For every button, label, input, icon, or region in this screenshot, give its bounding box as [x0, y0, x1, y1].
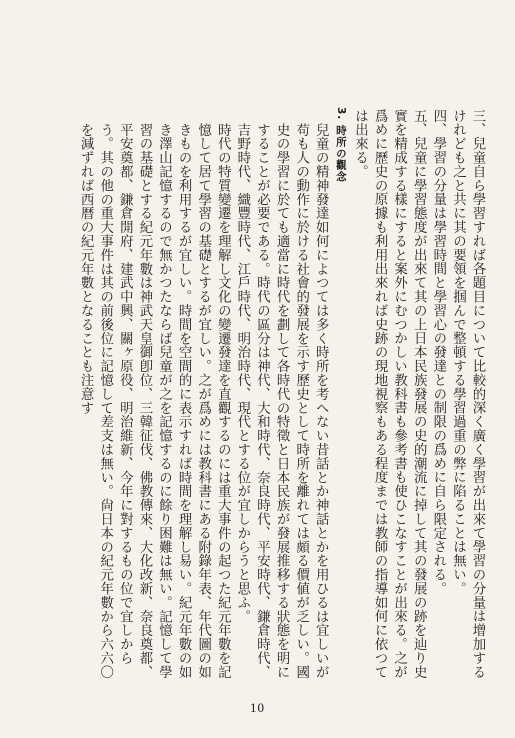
page-number: 10 [250, 700, 265, 715]
paragraph-chronology: 時代の特質變遷を理解し文化の變遷發達を直觀するのには重大事件の起つた紀元年數を記憶して居て學習の基礎とするが宜しい。之が爲めには教科書にある附錄年表、年代圖の如きものを利用するが宜しい。時間を空間的に表示すれば時間を理解し易い。紀元年數の如き澤山記憶するので無かつたならば兒童が之を記憶するのに餘り困難は無い。記憶して學習の基礎とする紀元年數は神武天皇御卽位、三韓征伐、佛教傳來、大化改新、奈良奠都、平安奠都、鎌倉開府、建武中興、關ヶ原役、明治維新、今年に對するもの位で宜しからう。其の他の重大事件は其の前後位に記憶して差支は無い。尙日本の紀元年數から六六〇を減ずれば西暦の紀元年數となることも注意す [78, 122, 231, 679]
paragraph-point-5: 五、兒童に學習態度が出來て其の上日本民族發展の史的潮流に掉して其の發展の跡を辿り史實を精成する樣にすると案外にむつかしい教科書も參考書も使ひこなすことが出來る。之が爲めに歷史の原據も利用出來れば史跡の現地視察もある程度までは教師の指導如何に依つては出來る。 [352, 109, 427, 680]
paragraph-point-3: 三、兒童自ら學習すれば各題目について比較的深く廣く學習が出來て學習の分量は增加するけれども之と共に其の要領を掴んで整頓する學習過重の弊に陷ることは無い。 [450, 109, 485, 680]
body-text [17, 96, 487, 681]
paragraph-point-4: 四、學習の分量は學習時間と學習心の發達との制限の爲めに自ら限定される。 [430, 109, 446, 596]
section-heading: 3. 時所の觀念 [334, 106, 347, 182]
paragraph-era-division: 兒童の精神發達如何によつては多く時所を考へない昔話とか神話とかを用ひるは宜しいが苟も人の動作に於ける社會的發展を示す歷史として時所を離れては頗る價値が乏しい。國史の學習に於ても適當に時代を劃して各時代の特徵と日本民族が發展推移する狀態を明にすることが必要である。時代の區分は神代、大和時代、奈良時代、平安時代、鎌倉時代、吉野時代、織豐時代、江戶時代、明治時代、現代とする位が宜しからうと思ふ。 [234, 122, 329, 679]
